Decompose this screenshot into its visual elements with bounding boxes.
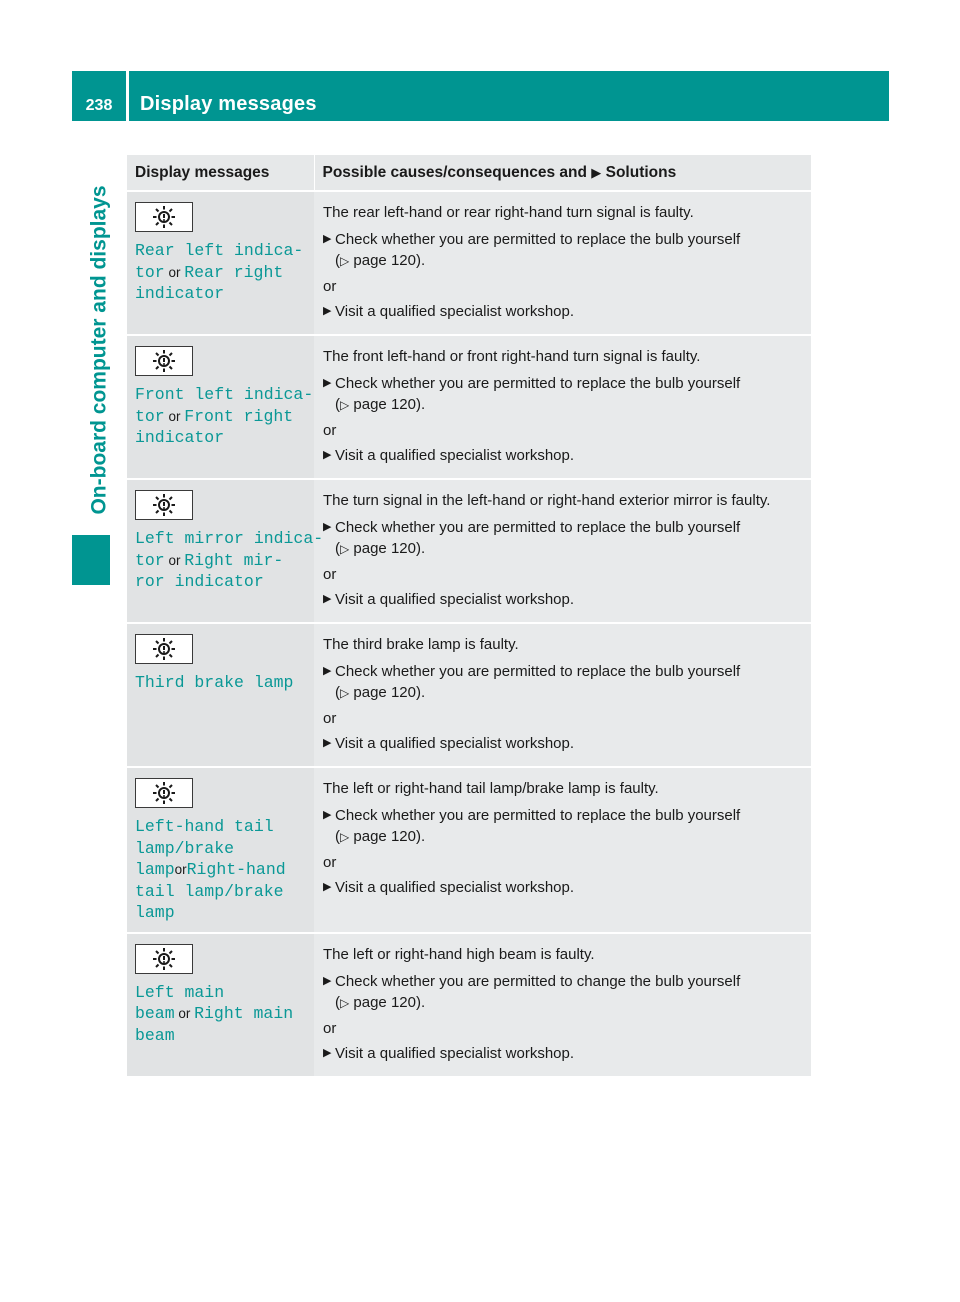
ref-open: ( (335, 993, 340, 1011)
bulb-warning-icon (135, 490, 193, 520)
table-row-3 (127, 479, 811, 623)
message-code: Left main (135, 982, 225, 1002)
message-code: Right-hand (186, 860, 286, 879)
check-step (323, 661, 801, 704)
message-cell (127, 335, 314, 479)
message-code: Left-hand tail (135, 817, 274, 836)
message-code: Front right (184, 406, 294, 426)
check-instruction: Check whether you are permitted to replace the bulb yourself (335, 519, 741, 536)
ref-page: page 120). (353, 540, 426, 557)
or-word: or (164, 552, 185, 568)
message-line (135, 902, 310, 924)
cause-text: The left or right-hand high beam is faulty. (323, 945, 595, 963)
page-number: 238 (85, 97, 113, 114)
page-reference (335, 250, 801, 272)
workshop-step (323, 445, 801, 466)
causes-cell (314, 335, 811, 479)
cause-text: The front left-hand or front right-hand turn signal is faulty. (323, 348, 701, 365)
check-instruction: Check whether you are permitted to replace the bulb yourself (335, 807, 741, 824)
or-word: or (174, 1006, 195, 1021)
table-row-2 (127, 335, 811, 479)
cause-text: The third brake lamp is faulty. (323, 636, 519, 653)
step-arrow-icon: ▶ (323, 593, 332, 605)
or-separator: or (323, 278, 337, 295)
message-code: tor (135, 262, 165, 282)
page-reference (335, 826, 801, 848)
workshop-instruction: Visit a qualified specialist workshop. (335, 591, 575, 608)
bulb-warning-icon (135, 634, 193, 664)
message-line (135, 406, 310, 428)
or-separator: or (323, 566, 337, 583)
message-code: Left mirror indica- (135, 529, 324, 548)
workshop-step (323, 301, 801, 322)
step-arrow-icon: ▶ (323, 665, 332, 677)
bulb-warning-icon (135, 346, 193, 376)
check-step (323, 805, 801, 848)
message-line (135, 838, 310, 860)
message-cell (127, 479, 324, 623)
causes-cell (314, 623, 811, 767)
step-arrow-icon: ▶ (323, 305, 332, 317)
ref-open: ( (335, 828, 340, 845)
cause-text: The turn signal in the left-hand or right-hand exterior mirror is faulty. (323, 492, 771, 509)
check-instruction: Check whether you are permitted to replace the bulb yourself (335, 231, 741, 248)
ref-page: page 120). (353, 828, 426, 845)
message-line (135, 550, 310, 572)
check-step (323, 373, 801, 416)
workshop-step (323, 589, 801, 610)
message-line (135, 982, 310, 1004)
table-row-1 (127, 191, 811, 335)
step-arrow-icon: ▶ (323, 974, 332, 987)
step-arrow-icon: ▶ (323, 737, 332, 749)
ref-open: ( (335, 252, 340, 269)
message-line (135, 1025, 310, 1047)
message-code: Right mir- (184, 550, 284, 570)
workshop-step (323, 877, 801, 898)
message-cell (127, 767, 314, 933)
page-reference (335, 992, 801, 1014)
message-line (135, 571, 310, 593)
workshop-instruction: Visit a qualified specialist workshop. (335, 303, 575, 320)
message-code: indicator (135, 284, 225, 303)
step-arrow-icon: ▶ (323, 881, 332, 893)
message-code: Rear right (184, 262, 284, 282)
display-message-text (135, 816, 310, 924)
display-message-text (135, 240, 310, 305)
message-code: Front left indica- (135, 385, 314, 404)
page-reference (335, 538, 801, 560)
check-step (323, 517, 801, 560)
message-line (135, 240, 310, 262)
display-messages-table (127, 155, 811, 1076)
message-line (135, 816, 310, 838)
causes-cell (314, 933, 811, 1076)
step-arrow-icon: ▶ (323, 809, 332, 821)
ref-page: page 120). (353, 396, 426, 413)
causes-cell (314, 767, 811, 933)
workshop-step (323, 733, 801, 754)
side-tab (83, 168, 117, 532)
message-code: lamp (135, 903, 175, 922)
table-row-6 (127, 933, 811, 1076)
workshop-step (323, 1043, 801, 1064)
or-separator: or (323, 854, 337, 871)
page-header (72, 71, 889, 121)
message-line (135, 427, 310, 449)
page-ref-icon: ▷ (340, 398, 350, 412)
message-code: lamp (135, 860, 175, 879)
column-header-causes-prefix: Possible causes/consequences and (322, 163, 587, 181)
page-reference (335, 394, 801, 416)
message-code: tor (135, 550, 165, 570)
page-title: Display messages (140, 93, 317, 115)
step-arrow-icon: ▶ (323, 377, 332, 389)
column-header-causes-suffix: Solutions (605, 163, 677, 181)
causes-cell (314, 479, 811, 623)
check-instruction: Check whether you are permitted to replace the bulb yourself (335, 375, 741, 392)
cause-text: The left or right-hand tail lamp/brake lamp is faulty. (323, 780, 659, 797)
message-code: lamp/brake (135, 838, 235, 858)
check-step (323, 971, 801, 1014)
solutions-arrow-icon: ▶ (591, 164, 602, 180)
message-line (135, 881, 310, 903)
ref-page: page 120). (353, 252, 426, 269)
page-ref-icon: ▷ (340, 542, 350, 556)
step-arrow-icon: ▶ (323, 521, 332, 533)
page-ref-icon: ▷ (340, 254, 350, 268)
table-row-5 (127, 767, 811, 933)
column-header-messages: Display messages (127, 155, 314, 191)
cause-text: The rear left-hand or rear right-hand turn signal is faulty. (323, 204, 694, 221)
bulb-warning-icon (135, 778, 193, 808)
bulb-warning-icon (135, 944, 193, 974)
workshop-instruction: Visit a qualified specialist workshop. (335, 735, 575, 752)
page-ref-icon: ▷ (340, 830, 350, 844)
message-line (135, 859, 310, 881)
or-word: or (164, 408, 185, 424)
check-step (323, 229, 801, 272)
bulb-warning-icon (135, 202, 193, 232)
check-instruction: Check whether you are permitted to replace the bulb yourself (335, 663, 741, 680)
display-message-text (135, 982, 310, 1047)
table-body (127, 191, 811, 1076)
or-word: or (164, 264, 185, 280)
ref-page: page 120). (353, 684, 426, 701)
message-code: beam (135, 1004, 175, 1023)
side-tab-label: On-board computer and displays (88, 185, 111, 515)
workshop-instruction: Visit a qualified specialist workshop. (335, 447, 575, 464)
display-message-text (135, 672, 310, 694)
message-line (135, 384, 314, 406)
message-line (135, 1003, 310, 1025)
message-code: Rear left indica- (135, 241, 304, 260)
message-code: Third brake lamp (135, 673, 294, 692)
display-message-text (135, 528, 324, 593)
message-code: tor (135, 406, 165, 426)
workshop-instruction: Visit a qualified specialist workshop. (335, 879, 575, 896)
page-ref-icon: ▷ (340, 995, 350, 1010)
message-cell (127, 623, 314, 767)
message-cell (127, 933, 314, 1076)
table-header-row (127, 155, 811, 191)
page-ref-icon: ▷ (340, 686, 350, 700)
ref-page: page 120). (353, 993, 426, 1011)
message-code: tail lamp/brake (135, 881, 284, 901)
message-line (135, 672, 310, 694)
page-reference (335, 682, 801, 704)
step-arrow-icon: ▶ (323, 1046, 332, 1059)
message-code: ror indicator (135, 572, 264, 591)
ref-open: ( (335, 684, 340, 701)
or-separator: or (323, 422, 337, 439)
message-code: beam (135, 1025, 175, 1045)
workshop-instruction: Visit a qualified specialist workshop. (335, 1044, 575, 1062)
message-line (135, 528, 324, 550)
or-separator: or (323, 1019, 337, 1037)
causes-cell (314, 191, 811, 335)
step-arrow-icon: ▶ (323, 449, 332, 461)
message-line (135, 283, 310, 305)
ref-open: ( (335, 396, 340, 413)
table-row-4 (127, 623, 811, 767)
message-code: indicator (135, 428, 225, 447)
message-line (135, 262, 310, 284)
step-arrow-icon: ▶ (323, 233, 332, 245)
check-instruction: Check whether you are permitted to change the bulb yourself (335, 972, 741, 990)
display-message-text (135, 384, 314, 449)
ref-open: ( (335, 540, 340, 557)
or-separator: or (323, 710, 337, 727)
message-code: Right main (194, 1004, 294, 1023)
or-word: or (174, 862, 187, 877)
side-tab-marker (72, 535, 110, 585)
column-header-causes (314, 155, 811, 191)
message-cell (127, 191, 314, 335)
